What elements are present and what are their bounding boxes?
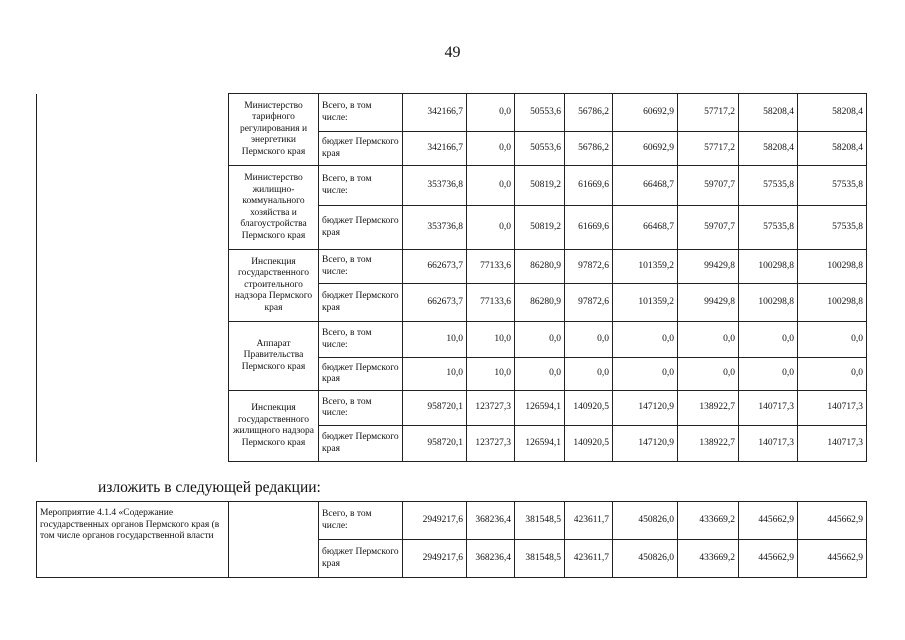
value-cell: 662673,7 <box>403 284 467 322</box>
value-cell: 423611,7 <box>565 540 613 578</box>
value-cell: 10,0 <box>403 322 467 358</box>
value-cell: 57717,2 <box>678 94 739 132</box>
value-cell: 140717,3 <box>739 391 798 426</box>
page-number: 49 <box>444 44 461 61</box>
value-cell: 147120,9 <box>613 426 678 462</box>
value-cell: 101359,2 <box>613 250 678 284</box>
value-cell: 450826,0 <box>613 540 678 578</box>
value-cell: 353736,8 <box>403 166 467 206</box>
value-cell: 0,0 <box>565 358 613 391</box>
value-cell: 60692,9 <box>613 94 678 132</box>
value-cell: 147120,9 <box>613 391 678 426</box>
value-cell: 10,0 <box>467 322 515 358</box>
value-cell: 0,0 <box>613 358 678 391</box>
value-cell: 662673,7 <box>403 250 467 284</box>
value-cell: 0,0 <box>678 358 739 391</box>
row-label: Всего, в том числе: <box>319 250 403 284</box>
value-cell: 0,0 <box>467 206 515 250</box>
value-cell: 138922,7 <box>678 391 739 426</box>
value-cell: 140717,3 <box>798 426 867 462</box>
value-cell: 0,0 <box>467 166 515 206</box>
org-name: Аппарат Правительства Пермского края <box>229 322 319 391</box>
value-cell: 958720,1 <box>403 426 467 462</box>
value-cell: 56786,2 <box>565 94 613 132</box>
org-name: Инспекция государственного строительного надзора Пермского края <box>229 250 319 322</box>
value-cell: 433669,2 <box>678 540 739 578</box>
table-row <box>37 94 867 132</box>
value-cell: 100298,8 <box>739 284 798 322</box>
value-cell: 450826,0 <box>613 502 678 540</box>
value-cell: 100298,8 <box>798 284 867 322</box>
value-cell: 2949217,6 <box>403 540 467 578</box>
row-label: Всего, в том числе: <box>319 502 403 540</box>
value-cell: 123727,3 <box>467 391 515 426</box>
value-cell: 423611,7 <box>565 502 613 540</box>
row-label: бюджет Пермского края <box>319 206 403 250</box>
value-cell: 50553,6 <box>515 132 565 166</box>
value-cell: 10,0 <box>467 358 515 391</box>
value-cell: 140717,3 <box>739 426 798 462</box>
value-cell: 10,0 <box>403 358 467 391</box>
value-cell: 59707,7 <box>678 206 739 250</box>
org-name: Инспекция государственного жилищного надзора Пермского края <box>229 391 319 462</box>
value-cell: 57717,2 <box>678 132 739 166</box>
value-cell: 77133,6 <box>467 284 515 322</box>
table-row <box>37 502 867 540</box>
value-cell: 445662,9 <box>739 540 798 578</box>
value-cell: 86280,9 <box>515 284 565 322</box>
value-cell: 381548,5 <box>515 502 565 540</box>
value-cell: 445662,9 <box>798 540 867 578</box>
row-label: бюджет Пермского края <box>319 540 403 578</box>
value-cell: 0,0 <box>515 358 565 391</box>
value-cell: 50553,6 <box>515 94 565 132</box>
value-cell: 433669,2 <box>678 502 739 540</box>
value-cell: 50819,2 <box>515 166 565 206</box>
row-label: Всего, в том числе: <box>319 391 403 426</box>
value-cell: 66468,7 <box>613 206 678 250</box>
value-cell: 58208,4 <box>739 132 798 166</box>
measure-table <box>36 501 867 578</box>
value-cell: 0,0 <box>678 322 739 358</box>
row-label: бюджет Пермского края <box>319 358 403 391</box>
value-cell: 86280,9 <box>515 250 565 284</box>
row-label: бюджет Пермского края <box>319 132 403 166</box>
value-cell: 140920,5 <box>565 426 613 462</box>
value-cell: 445662,9 <box>739 502 798 540</box>
value-cell: 59707,7 <box>678 166 739 206</box>
value-cell: 126594,1 <box>515 426 565 462</box>
value-cell: 140717,3 <box>798 391 867 426</box>
value-cell: 123727,3 <box>467 426 515 462</box>
value-cell: 77133,6 <box>467 250 515 284</box>
value-cell: 0,0 <box>515 322 565 358</box>
row-label: Всего, в том числе: <box>319 94 403 132</box>
value-cell: 138922,7 <box>678 426 739 462</box>
value-cell: 0,0 <box>739 322 798 358</box>
value-cell: 353736,8 <box>403 206 467 250</box>
value-cell: 61669,6 <box>565 166 613 206</box>
row-label: бюджет Пермского края <box>319 426 403 462</box>
value-cell: 126594,1 <box>515 391 565 426</box>
value-cell: 958720,1 <box>403 391 467 426</box>
value-cell: 0,0 <box>798 322 867 358</box>
empty-cell <box>229 502 319 578</box>
value-cell: 445662,9 <box>798 502 867 540</box>
value-cell: 101359,2 <box>613 284 678 322</box>
budget-table <box>36 93 867 462</box>
value-cell: 0,0 <box>613 322 678 358</box>
value-cell: 56786,2 <box>565 132 613 166</box>
value-cell: 50819,2 <box>515 206 565 250</box>
value-cell: 58208,4 <box>798 94 867 132</box>
measure-name: Мероприятие 4.1.4 «Содержание государственных органов Пермского края (в том числе органов государственной власти <box>37 502 229 578</box>
caption: изложить в следующей редакции: <box>98 479 321 496</box>
value-cell: 58208,4 <box>798 132 867 166</box>
org-name: Министерство тарифного регулирования и энергетики Пермского края <box>229 94 319 166</box>
value-cell: 97872,6 <box>565 250 613 284</box>
value-cell: 2949217,6 <box>403 502 467 540</box>
value-cell: 0,0 <box>467 94 515 132</box>
value-cell: 61669,6 <box>565 206 613 250</box>
value-cell: 342166,7 <box>403 132 467 166</box>
row-label: Всего, в том числе: <box>319 166 403 206</box>
value-cell: 381548,5 <box>515 540 565 578</box>
value-cell: 0,0 <box>467 132 515 166</box>
value-cell: 66468,7 <box>613 166 678 206</box>
value-cell: 100298,8 <box>798 250 867 284</box>
value-cell: 60692,9 <box>613 132 678 166</box>
value-cell: 368236,4 <box>467 502 515 540</box>
org-name: Министерство жилищно-коммунального хозяйства и благоустройства Пермского края <box>229 166 319 250</box>
value-cell: 0,0 <box>739 358 798 391</box>
value-cell: 140920,5 <box>565 391 613 426</box>
row-label: Всего, в том числе: <box>319 322 403 358</box>
row-label: бюджет Пермского края <box>319 284 403 322</box>
value-cell: 97872,6 <box>565 284 613 322</box>
blank-cell <box>37 94 229 462</box>
value-cell: 58208,4 <box>739 94 798 132</box>
value-cell: 342166,7 <box>403 94 467 132</box>
value-cell: 100298,8 <box>739 250 798 284</box>
value-cell: 0,0 <box>798 358 867 391</box>
value-cell: 99429,8 <box>678 250 739 284</box>
value-cell: 57535,8 <box>739 166 798 206</box>
value-cell: 368236,4 <box>467 540 515 578</box>
value-cell: 0,0 <box>565 322 613 358</box>
value-cell: 99429,8 <box>678 284 739 322</box>
value-cell: 57535,8 <box>739 206 798 250</box>
value-cell: 57535,8 <box>798 206 867 250</box>
value-cell: 57535,8 <box>798 166 867 206</box>
